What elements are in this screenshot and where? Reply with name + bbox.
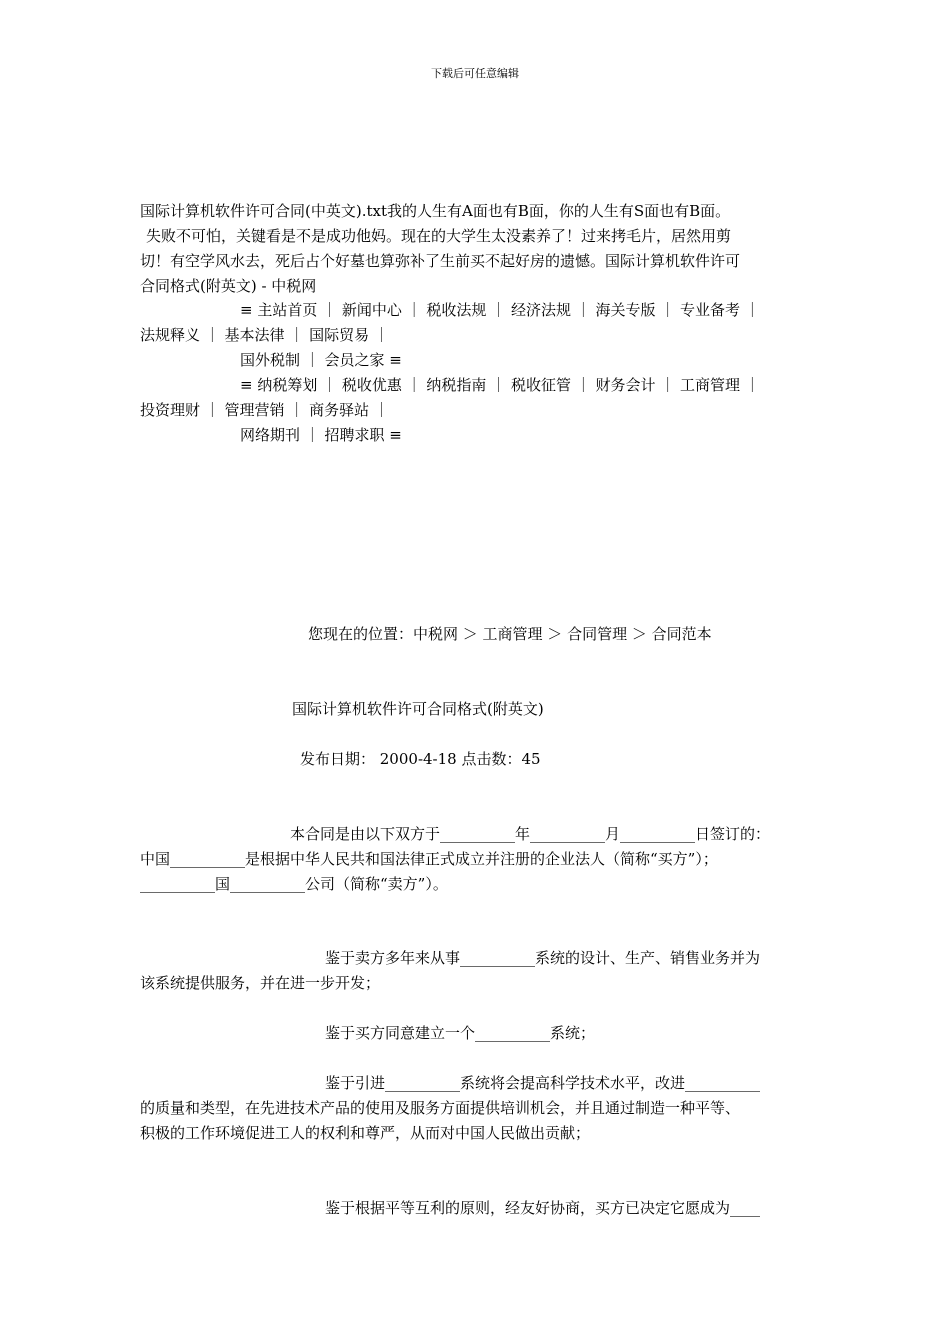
body-line: 本合同是由以下双方于__________年__________月__________日签订的：	[290, 825, 771, 843]
body-line: 积极的工作环境促进工人的权利和尊严，从而对中国人民做出贡献；	[140, 1124, 591, 1142]
intro-line: 合同格式(附英文) - 中税网	[140, 277, 317, 295]
article-title: 国际计算机软件许可合同格式(附英文)	[292, 700, 544, 718]
nav-line: 法规释义 ｜ 基本法律 ｜ 国际贸易 ｜	[140, 326, 389, 344]
body-line: 中国__________是根据中华人民共和国法律正式成立并注册的企业法人（简称“买方”）；	[140, 850, 718, 868]
intro-line: 切！有空学风水去，死后占个好墓也算弥补了生前买不起好房的遗憾。国际计算机软件许可	[140, 252, 741, 270]
article-meta: 发布日期： 2000-4-18 点击数：45	[300, 750, 541, 768]
intro-line: 国际计算机软件许可合同(中英文).txt我的人生有A面也有B面，你的人生有S面也有B面。	[140, 202, 731, 220]
body-line: 鉴于引进__________系统将会提高科学技术水平，改进__________	[325, 1074, 761, 1092]
body-line: 鉴于根据平等互利的原则，经友好协商，买方已决定它愿成为____	[325, 1199, 761, 1217]
page-header-note: 下载后可任意编辑	[431, 67, 519, 80]
body-line: 的质量和类型，在先进技术产品的使用及服务方面提供培训机会，并且通过制造一种平等、	[140, 1099, 741, 1117]
body-line: 鉴于买方同意建立一个__________系统；	[325, 1024, 596, 1042]
body-line: 鉴于卖方多年来从事__________系统的设计、生产、销售业务并为	[325, 949, 761, 967]
nav-line: ≡ 主站首页 ｜ 新闻中心 ｜ 税收法规 ｜ 经济法规 ｜ 海关专版 ｜ 专业备考 ｜	[240, 301, 760, 319]
body-line: 该系统提供服务，并在进一步开发；	[140, 974, 381, 992]
nav-line: 网络期刊 ｜ 招聘求职 ≡	[240, 426, 402, 444]
nav-line: 投资理财 ｜ 管理营销 ｜ 商务驿站 ｜	[140, 401, 389, 419]
nav-line: ≡ 纳税筹划 ｜ 税收优惠 ｜ 纳税指南 ｜ 税收征管 ｜ 财务会计 ｜ 工商管理 ｜	[240, 376, 760, 394]
breadcrumb: 您现在的位置：中税网 ＞ 工商管理 ＞ 合同管理 ＞ 合同范本	[308, 625, 712, 643]
nav-line: 国外税制 ｜ 会员之家 ≡	[240, 351, 402, 369]
body-line: __________国__________公司（简称“卖方”）。	[140, 875, 448, 893]
intro-line: 失败不可怕，关键看是不是成功他妈。现在的大学生太没素养了！过来拷毛片，居然用剪	[146, 227, 732, 245]
